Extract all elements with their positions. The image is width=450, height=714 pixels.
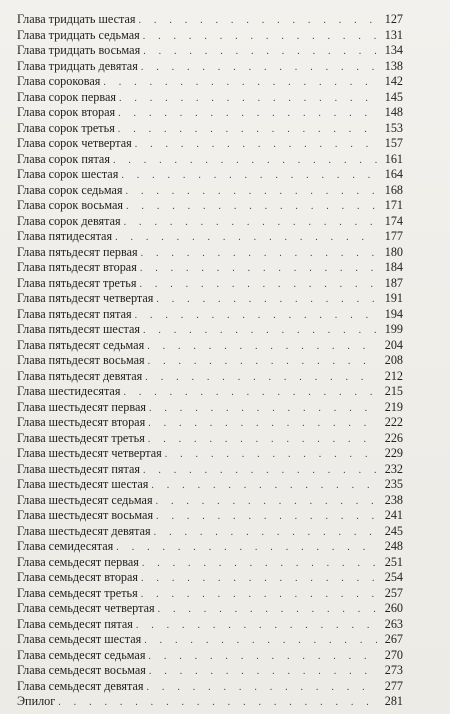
toc-entry-page-number: 138: [384, 58, 403, 73]
toc-entry-title: Глава шестьдесят пятая: [17, 461, 140, 476]
toc-dot-leader: [145, 370, 377, 386]
toc-dot-leader: [147, 680, 377, 696]
toc-entry: [17, 136, 403, 152]
toc-dot-leader: [144, 633, 377, 649]
toc-entry-title: Глава сорок восьмая: [17, 198, 124, 212]
toc-entry-title: Глава шестьдесят четвертая: [17, 446, 162, 460]
toc-entry: [17, 90, 403, 106]
toc-entry-page-number: 157: [384, 136, 403, 150]
toc-dot-leader: [142, 556, 377, 572]
toc-entry: [17, 493, 403, 509]
toc-dot-leader: [103, 75, 377, 91]
toc-dot-leader: [139, 277, 377, 293]
toc-entry-page-number: 204: [384, 337, 403, 352]
toc-entry: [17, 555, 403, 571]
toc-entry-page-number: 248: [384, 539, 403, 553]
toc-dot-leader: [136, 618, 377, 634]
toc-dot-leader: [143, 463, 377, 479]
toc-entry-page-number: 254: [384, 570, 403, 584]
toc-entry-title: Глава шестьдесят шестая: [17, 477, 149, 491]
toc-entry-title: Глава шестьдесят девятая: [17, 523, 151, 538]
toc-entry-page-number: 145: [384, 89, 403, 104]
toc-entry-page-number: 208: [384, 353, 403, 367]
toc-dot-leader: [148, 416, 377, 432]
toc-entry: [17, 617, 403, 633]
toc-entry-title: Глава семьдесят восьмая: [17, 663, 146, 677]
toc-entry: [17, 59, 403, 75]
toc-dot-leader: [121, 168, 377, 184]
toc-entry-title: Глава сорок третья: [17, 120, 115, 135]
toc-entry: [17, 260, 403, 276]
toc-entry-page-number: 142: [384, 74, 403, 88]
toc-entry: [17, 369, 403, 385]
toc-entry-page-number: 174: [384, 213, 403, 228]
toc-entry-title: Глава тридцать седьмая: [17, 27, 140, 42]
toc-entry-page-number: 212: [384, 368, 403, 383]
toc-entry-page-number: 277: [384, 678, 403, 693]
toc-entry-page-number: 232: [384, 461, 403, 476]
toc-entry: [17, 601, 403, 617]
toc-entry-title: Глава пятьдесят пятая: [17, 306, 132, 321]
toc-entry-page-number: 257: [384, 585, 403, 600]
toc-entry-title: Глава семьдесят седьмая: [17, 647, 146, 662]
toc-entry: [17, 12, 403, 28]
toc-dot-leader: [118, 122, 377, 138]
toc-dot-leader: [135, 308, 377, 324]
toc-entry-title: Глава шестидесятая: [17, 384, 121, 398]
toc-dot-leader: [143, 29, 377, 45]
toc-entry-title: Глава пятьдесят четвертая: [17, 291, 154, 305]
toc-entry: [17, 28, 403, 44]
toc-dot-leader: [147, 339, 377, 355]
toc-dot-leader: [151, 478, 377, 494]
toc-dot-leader: [118, 106, 377, 122]
toc-entry-title: Глава шестьдесят третья: [17, 430, 145, 445]
toc-entry-page-number: 263: [384, 616, 403, 631]
toc-dot-leader: [143, 44, 377, 60]
toc-entry: [17, 322, 403, 338]
toc-entry: [17, 43, 403, 59]
toc-dot-leader: [119, 91, 377, 107]
toc-dot-leader: [113, 153, 377, 169]
toc-entry: [17, 245, 403, 261]
toc-entry-page-number: 235: [384, 477, 403, 491]
toc-entry-page-number: 194: [384, 306, 403, 321]
toc-entry: [17, 121, 403, 137]
toc-dot-leader: [149, 664, 377, 680]
toc-entry: [17, 198, 403, 214]
toc-entry: [17, 415, 403, 431]
toc-dot-leader: [141, 587, 377, 603]
toc-entry-title: Глава семьдесят четвертая: [17, 601, 155, 615]
toc-entry-page-number: 134: [384, 43, 403, 57]
toc-dot-leader: [165, 447, 377, 463]
toc-entry-page-number: 199: [384, 322, 403, 336]
toc-entry: [17, 74, 403, 90]
toc-dot-leader: [149, 401, 377, 417]
toc-entry-page-number: 241: [384, 508, 403, 522]
toc-entry-title: Глава семидесятая: [17, 539, 114, 553]
toc-entry-page-number: 180: [384, 244, 403, 259]
toc-entry-page-number: 226: [384, 430, 403, 445]
toc-entry: [17, 152, 403, 168]
toc-entry-title: Глава сорок пятая: [17, 151, 110, 166]
toc-entry-page-number: 245: [384, 523, 403, 538]
toc-entry: [17, 400, 403, 416]
toc-dot-leader: [115, 230, 377, 246]
toc-entry: [17, 446, 403, 462]
toc-entry-title: Глава пятидесятая: [17, 229, 113, 243]
toc-dot-leader: [158, 602, 377, 618]
toc-dot-leader: [126, 184, 377, 200]
toc-entry-page-number: 281: [384, 694, 403, 708]
toc-entry: [17, 353, 403, 369]
toc-dot-leader: [141, 246, 377, 262]
toc-entry-title: Глава сороковая: [17, 74, 101, 88]
toc-entry-page-number: 177: [384, 229, 403, 243]
toc-entry-title: Глава пятьдесят шестая: [17, 322, 140, 336]
toc-entry: [17, 105, 403, 121]
toc-entry: [17, 338, 403, 354]
toc-entry-page-number: 131: [384, 27, 403, 42]
toc-entry-title: Глава тридцать девятая: [17, 58, 138, 73]
toc-dot-leader: [116, 540, 377, 556]
toc-entry-page-number: 219: [384, 399, 403, 414]
toc-entry: [17, 679, 403, 695]
toc-entry: [17, 694, 403, 710]
toc-entry: [17, 648, 403, 664]
toc-entry-page-number: 273: [384, 663, 403, 677]
toc-entry-page-number: 222: [384, 415, 403, 429]
toc-entry-title: Глава семьдесят первая: [17, 554, 139, 569]
toc-entry: [17, 183, 403, 199]
toc-entry: [17, 291, 403, 307]
toc-dot-leader: [141, 571, 377, 587]
toc-dot-leader: [124, 215, 377, 231]
toc-entry-page-number: 148: [384, 105, 403, 119]
toc-entry-title: Глава пятьдесят восьмая: [17, 353, 145, 367]
toc-dot-leader: [154, 525, 377, 541]
toc-entry-title: Глава семьдесят шестая: [17, 632, 142, 646]
toc-dot-leader: [126, 199, 377, 215]
toc-entry-page-number: 267: [384, 632, 403, 646]
toc-dot-leader: [156, 292, 377, 308]
toc-entry-title: Глава шестьдесят вторая: [17, 415, 146, 429]
toc-entry: [17, 214, 403, 230]
toc-entry-page-number: 260: [384, 601, 403, 615]
toc-entry-page-number: 215: [384, 384, 403, 398]
toc-entry: [17, 431, 403, 447]
toc-entry-title: Глава тридцать восьмая: [17, 43, 141, 57]
toc-entry-page-number: 153: [384, 120, 403, 135]
toc-entry-title: Глава тридцать шестая: [17, 12, 136, 26]
toc-entry-title: Глава семьдесят девятая: [17, 678, 144, 693]
toc-entry-title: Глава сорок первая: [17, 89, 116, 104]
toc-entry: [17, 384, 403, 400]
toc-entry: [17, 524, 403, 540]
toc-dot-leader: [139, 13, 377, 29]
toc-entry: [17, 632, 403, 648]
toc-entry-title: Глава сорок девятая: [17, 213, 121, 228]
toc-entry-page-number: 270: [384, 647, 403, 662]
toc-entry-page-number: 171: [384, 198, 403, 212]
toc-entry: [17, 508, 403, 524]
toc-entry-title: Глава сорок шестая: [17, 167, 119, 181]
toc-entry-title: Глава семьдесят пятая: [17, 616, 133, 631]
toc-entry: [17, 462, 403, 478]
toc-dot-leader: [143, 323, 377, 339]
toc-entry-title: Глава шестьдесят восьмая: [17, 508, 154, 522]
toc-entry-title: Глава пятьдесят девятая: [17, 368, 143, 383]
toc-entry-title: Глава семьдесят вторая: [17, 570, 139, 584]
toc-dot-leader: [135, 137, 377, 153]
toc-dot-leader: [141, 60, 377, 76]
toc-dot-leader: [148, 649, 377, 665]
toc-entry-title: Глава пятьдесят седьмая: [17, 337, 145, 352]
toc-entry: [17, 586, 403, 602]
toc-entry-title: Глава шестьдесят седьмая: [17, 492, 153, 507]
toc-entry-page-number: 168: [384, 182, 403, 197]
toc-entry-page-number: 161: [384, 151, 403, 166]
toc-entry-page-number: 184: [384, 260, 403, 274]
toc-entry: [17, 276, 403, 292]
toc-entry-page-number: 238: [384, 492, 403, 507]
toc-entry: [17, 307, 403, 323]
toc-entry-page-number: 191: [384, 291, 403, 305]
toc-entry-page-number: 127: [384, 12, 403, 26]
toc-entry-title: Глава семьдесят третья: [17, 585, 138, 600]
toc-entry: [17, 663, 403, 679]
toc-entry: [17, 229, 403, 245]
toc-entry-title: Глава сорок четвертая: [17, 136, 132, 150]
toc-entry: [17, 167, 403, 183]
toc-entry-page-number: 229: [384, 446, 403, 460]
toc-entry: [17, 570, 403, 586]
toc-entry-title: Глава пятьдесят третья: [17, 275, 137, 290]
toc-dot-leader: [123, 385, 377, 401]
toc-entry-title: Глава сорок вторая: [17, 105, 116, 119]
toc-entry-page-number: 187: [384, 275, 403, 290]
toc-dot-leader: [148, 432, 377, 448]
toc-entry-title: Глава сорок седьмая: [17, 182, 123, 197]
toc-entry-page-number: 251: [384, 554, 403, 569]
toc-dot-leader: [156, 494, 377, 510]
toc-entry: [17, 539, 403, 555]
toc-entry-title: Глава пятьдесят вторая: [17, 260, 137, 274]
toc-entry-page-number: 164: [384, 167, 403, 181]
toc-dot-leader: [148, 354, 377, 370]
toc-dot-leader: [58, 695, 377, 711]
toc-entry-title: Глава шестьдесят первая: [17, 399, 146, 414]
toc-dot-leader: [156, 509, 377, 525]
toc-dot-leader: [140, 261, 377, 277]
toc-entry-title: Глава пятьдесят первая: [17, 244, 138, 259]
toc-entry-title: Эпилог: [17, 694, 56, 708]
toc-entry: [17, 477, 403, 493]
table-of-contents: [17, 12, 403, 710]
